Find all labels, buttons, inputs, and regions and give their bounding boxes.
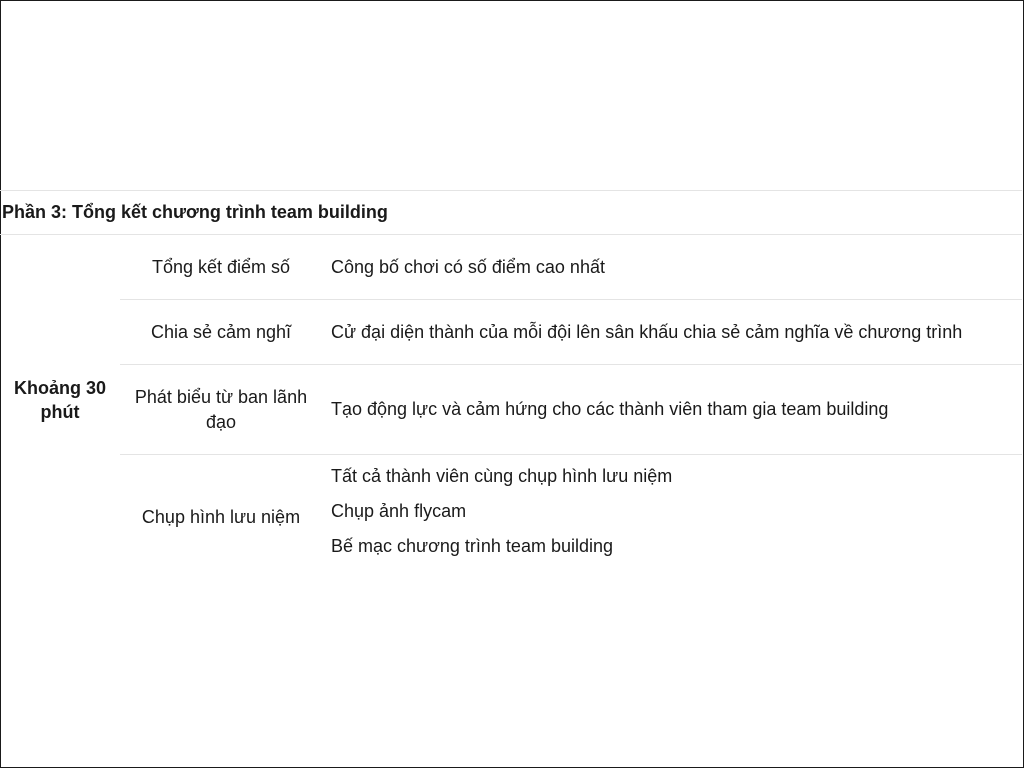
activity-description (315, 455, 1022, 635)
schedule-table (0, 190, 1022, 635)
activity-row (120, 299, 1022, 364)
description-line: Công bố chơi có số điểm cao nhất (331, 256, 605, 277)
activity-title: Tổng kết điểm số (151, 256, 291, 277)
activity-title-line: đạo (205, 411, 237, 432)
duration-cell (0, 235, 120, 635)
activity-list (120, 235, 1022, 635)
activity-title: Chia sẻ cảm nghĩ (150, 321, 292, 342)
activity-description (315, 300, 1022, 364)
description-line: Tạo động lực và cảm hứng cho các thành viên tham gia team building (331, 399, 889, 419)
description-line: Cử đại diện thành của mỗi đội lên sân khấu chia sẻ cảm nghĩa về chương trình (331, 321, 963, 342)
description-line: Bế mạc chương trình team building (331, 536, 613, 556)
duration-line-1: Khoảng 30 (13, 378, 106, 398)
activity-description (315, 235, 1022, 299)
schedule-body (0, 235, 1022, 635)
description-line: Chụp ảnh flycam (331, 501, 467, 521)
activity-row (120, 364, 1022, 454)
activity-row (120, 235, 1022, 299)
duration-line-2: phút (40, 402, 80, 422)
section-title: Phần 3: Tổng kết chương trình team building (0, 190, 1022, 235)
activity-description (315, 365, 1022, 454)
activity-title (127, 365, 315, 454)
activity-title-line: Phát biểu từ ban lãnh (134, 386, 308, 407)
activity-row (120, 454, 1022, 635)
description-line: Tất cả thành viên cùng chụp hình lưu niệm (331, 466, 673, 486)
activity-title: Chụp hình lưu niệm (141, 507, 301, 527)
